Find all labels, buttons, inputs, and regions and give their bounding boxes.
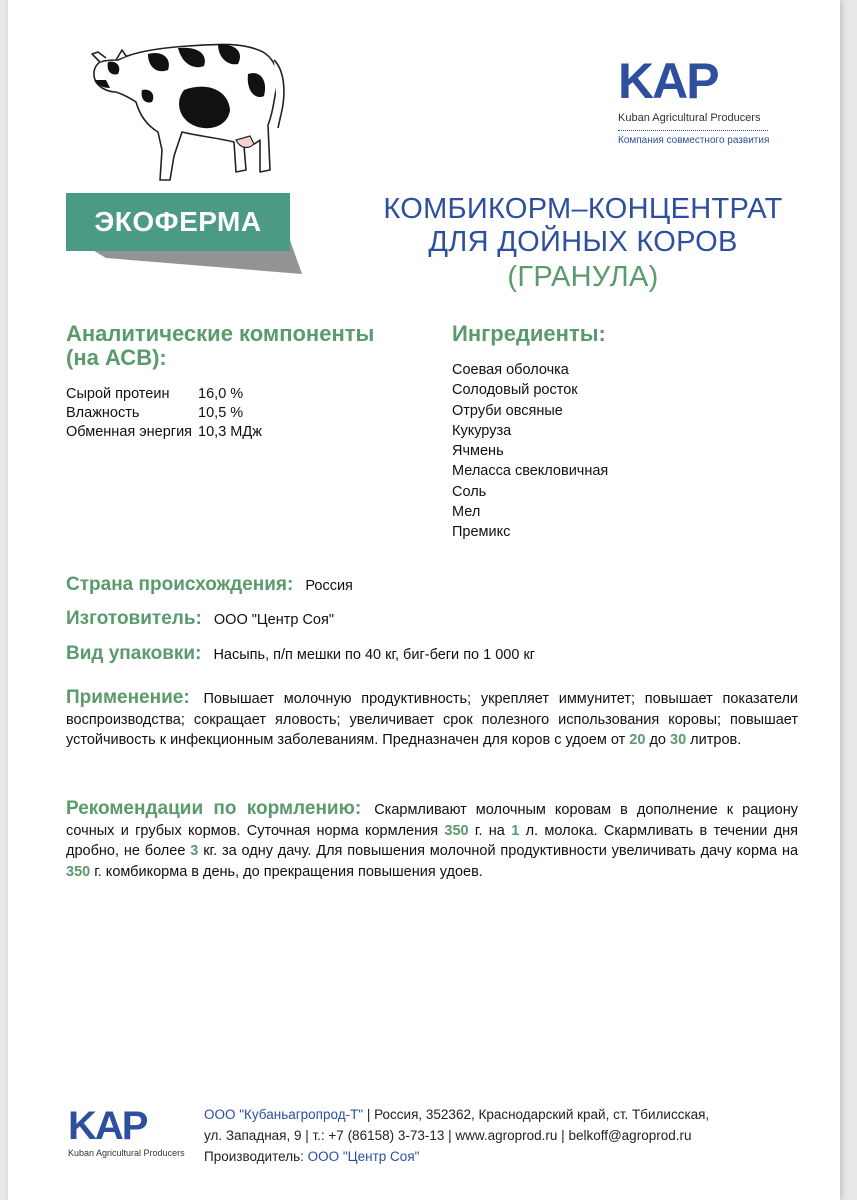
usage-label: Применение:: [66, 687, 190, 708]
feeding-text: л. молока. Скармливать в течении дня дробно, не более: [66, 822, 799, 859]
analytics-heading: Аналитические компоненты (на АСВ):: [66, 321, 375, 370]
list-item: Кукуруза: [452, 422, 512, 439]
footer-line-3: [204, 1146, 804, 1167]
component-value: 10,5 %: [198, 405, 244, 421]
feeding-number: 3: [190, 843, 199, 859]
feeding-section: [66, 799, 798, 882]
title-line-2: ДЛЯ ДОЙНЫХ КОРОВ: [428, 226, 738, 258]
analytics-table: [66, 386, 268, 443]
footer-contacts: [204, 1104, 804, 1167]
feeding-number: 350: [444, 822, 469, 839]
origin-value: Россия: [305, 578, 353, 594]
logo-tagline: Компания совместного развития: [618, 135, 770, 146]
component-name: Сырой протеин: [66, 386, 170, 402]
footer-company: ООО "Кубаньагропрод-Т": [204, 1107, 364, 1122]
packaging-label: Вид упаковки:: [66, 643, 202, 664]
list-item: Премикс: [452, 524, 511, 541]
list-item: Солодовый росток: [452, 382, 578, 399]
list-item: Отруби овсяные: [452, 402, 563, 419]
origin-label: Страна происхождения:: [66, 574, 294, 595]
packaging-value: Насыпь, п/п мешки по 40 кг, биг-беги по 1 000 кг: [213, 647, 536, 663]
footer-logo: [68, 1106, 198, 1158]
usage-from: 20: [629, 732, 646, 748]
feeding-text: кг. за одну дачу. Для повышения молочной продуктивности увеличивать дачу корма на: [203, 843, 799, 859]
list-item: Ячмень: [452, 443, 504, 460]
feeding-number: 350: [66, 863, 91, 880]
footer-logo-company-name: Kuban Agricultural Producers: [68, 1148, 185, 1158]
origin-row: [66, 574, 806, 596]
usage-to: 30: [670, 732, 687, 748]
title-line-3: (ГРАНУЛА): [507, 261, 659, 293]
usage-end: литров.: [690, 732, 742, 748]
feeding-text: г. на: [474, 822, 505, 839]
footer-producer-label: Производитель:: [204, 1149, 304, 1164]
product-sheet: [8, 0, 840, 1200]
logo-wordmark: KAP: [618, 53, 718, 109]
component-name: Обменная энергия: [66, 424, 193, 440]
list-item: Меласса свекловичная: [452, 463, 609, 480]
component-value: 16,0 %: [198, 386, 244, 402]
product-title: [378, 193, 788, 294]
list-item: Соль: [452, 483, 487, 500]
list-item: Мел: [452, 504, 481, 521]
cow-illustration: [78, 30, 288, 190]
footer-address-1: | Россия, 352362, Краснодарский край, ст. Тбилисская,: [363, 1107, 710, 1122]
usage-mid: до: [649, 732, 666, 748]
footer-address-2: ул. Западная, 9 | т.: +7 (86158) 3-73-13 | www.agroprod.ru | belkoff@agroprod.ru: [204, 1128, 692, 1143]
footer-producer: ООО "Центр Соя": [307, 1149, 420, 1164]
table-row: [66, 405, 268, 424]
title-line-1: КОМБИКОРМ–КОНЦЕНТРАТ: [383, 193, 783, 225]
ingredients-list: [452, 360, 772, 543]
ingredients-section: [452, 322, 772, 543]
feeding-text: Скармливают молочным коровам в дополнение к рациону сочных и грубых кормов. Суточная норма кормления: [66, 802, 798, 839]
footer-line-1: [204, 1104, 804, 1125]
manufacturer-row: [66, 608, 806, 630]
logo-divider: [618, 130, 768, 131]
list-item: Соевая оболочка: [452, 362, 569, 378]
packaging-row: [66, 643, 806, 665]
logo-company-name: Kuban Agricultural Producers: [618, 112, 761, 124]
footer-logo-wordmark: KAP: [68, 1104, 147, 1148]
ingredients-heading: Ингредиенты:: [452, 321, 606, 346]
feeding-text: г. комбикорма в день, до прекращения повышения удоев.: [94, 863, 483, 880]
feeding-number: 1: [511, 822, 520, 839]
manufacturer-label: Изготовитель:: [66, 608, 202, 629]
usage-section: [66, 688, 798, 751]
table-row: [66, 386, 268, 405]
feeding-label: Рекомендации по кормлению:: [66, 798, 362, 819]
manufacturer-value: ООО "Центр Соя": [213, 612, 334, 628]
analytics-section: [66, 322, 396, 443]
component-name: Влажность: [66, 405, 140, 421]
company-logo: [618, 53, 778, 146]
brand-banner: ЭКОФЕРМА: [66, 193, 290, 251]
usage-text: Повышает молочную продуктивность; укрепляет иммунитет; повышает показатели воспроизводства; сокращает яловость; увеличивает срок полезного использования коровы; повышает устойчивость к инфекционным заболеваниям. Предназначен для коров с удоем от: [66, 691, 799, 748]
component-value: 10,3 МДж: [198, 424, 262, 440]
table-row: [66, 424, 268, 443]
